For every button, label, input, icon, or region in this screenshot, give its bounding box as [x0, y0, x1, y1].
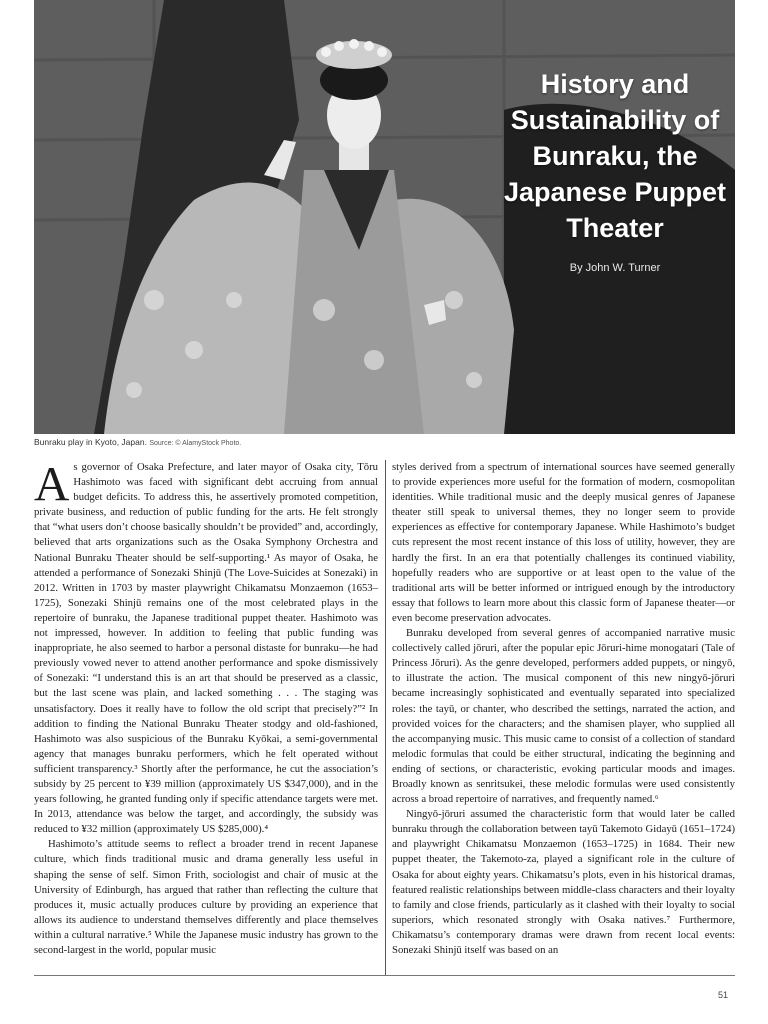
- caption-source: Source: © AlamyStock Photo.: [149, 440, 242, 447]
- paragraph: Ningyō-jōruri assumed the characteristic form that would later be called bunraku through the collaboration between tayū Takemoto Gidayū (1651–1724) and playwright Chikamatsu Monzaemon (1653–1725) in 1684. Their new puppet theater, the Takemoto-za, played a significant role in the culture of Osaka for about eighty years. Chikamatsu’s plots, even in his historical dramas, featured realistic relationships between middle-class characters and their loyalty to family and close friends, particularly as it clashed with their loyalty to social superiors, which resonated strongly with Osaka natives.⁷ Furthermore, Chikamatsu’s contemporary dramas were drawn from recent local events: Sonezaki Shinjū itself was based on an: [392, 808, 735, 956]
- paragraph: Hashimoto’s attitude seems to reflect a broader trend in recent Japanese culture, which finds traditional music and drama generally less useful in shaping the sense of self. Simon Frith, sociologist and chair of music at the University of Edinburgh, has argued that rather than reflecting the culture that produces it, music actually produces culture by providing an experience that allows its audience to understand themselves differently and place themselves within a cultural narrative.⁵ While the Japanese music industry has grown to the second-largest in the world, popular music: [34, 838, 378, 956]
- paragraph-text: s governor of Osaka Prefecture, and later mayor of Osaka city, Tōru Hashimoto was faced with significant debt accruing from annual budget deficits. To address this, he assertively promoted competition, private business, and reduction of public funding for the arts. He felt strongly that “what users don’t choose basically shouldn’t be provided” and, accordingly, believed that arts organizations such as the Osaka Symphony Orchestra and National Bunraku Theater should be self-supporting.¹ As mayor of Osaka, he attended a performance of Sonezaki Shinjū (The Love-Suicides at Sonezaki) in 2012. Written in 1703 by master playwright Chikamatsu Monzaemon (1653–1725), Sonezaki Shinjū remains one of the most celebrated plays in the repertoire of bunraku, the Japanese traditional puppet theater. Hashimoto was not impressed, however. In addition to feeling that public funding was inappropriate, he also seemed to harbor a personal distaste for bunraku—he had previously vowed never to attend another performance and spoke dismissively of Sonezaki: “I understand this is an art that should be preserved as a classic, but the last scene was plain, and lacked something . . . The staging was unsatisfactory. Does it really have to follow the old script that precisely?”² In addition to finding the National Bunraku Theater stodgy and old-fashioned, Hashimoto was also suspicious of the Bunraku Kyōkai, a semi-governmental agency that manages bunraku performers, which he felt operated without sufficient transparency.³ Shortly after the performance, he cut the association’s subsidy by 25 percent to ¥39 million (approximately US $347,000), and in the years following, he granted funding only if specific attendance targets were met. In 2013, attendance was below the target, and accordingly, the subsidy was reduced to ¥32 million (approximately US $285,000).⁴: [34, 461, 378, 836]
- caption-text: Bunraku play in Kyoto, Japan.: [34, 437, 147, 447]
- right-column: [392, 460, 735, 958]
- paragraph: [34, 456, 378, 837]
- byline: By John W. Turner: [569, 262, 661, 274]
- left-column: [34, 456, 378, 958]
- hero-photo: [34, 0, 735, 434]
- footer-rule: [34, 975, 735, 976]
- page-number: 51: [718, 990, 729, 1000]
- drop-cap: A: [34, 456, 70, 511]
- photo-caption: [34, 437, 734, 447]
- paragraph: Bunraku developed from several genres of accompanied narrative music collectively called jōruri, after the popular epic Jōruri-hime monogatari (Tale of Princess Jōruri). As the genre developed, performers added puppets, or ningyō, to illustrate the action. The musical component of this new ningyō-jōruri became increasingly sophisticated and eventually separated into specialized roles: the tayū, or chanter, who described the settings, narrated the action, and provided voices for the characters; and the shamisen player, who supplied all the accompanying music. This music came to consist of a collection of standard melodic formulas that could be either structural, indicating the beginning and ending of sections, or characteristic, evoking particular moods and images. Broadly known as senritsukei, these melodic formulas were used consistently across a broad repertoire of narratives, and frequently named.⁶: [392, 627, 735, 806]
- title-block: [470, 66, 735, 274]
- column-divider: [385, 460, 386, 975]
- paragraph: styles derived from a spectrum of international sources have seemed generally to provide experiences more useful for the formation of modern, cosmopolitan identities. While traditional music and the deeply musical genres of Japanese theater still speak to universal themes, they no longer seem to provide experiences as effective for contemporary Japanese. While Hashimoto’s budget cuts represent the most recent instance of this loss of utility, however, they are hardly the first. In an era that potentially challenges its continued viability, hopefully readers who are supportive or at least open to the value of the traditional arts will be better informed or intrigued enough by the introductory essay that follows to learn more about this classic form of Japanese theater—or even become preservation advocates.: [392, 461, 735, 624]
- article-title: History and Sustainability of Bunraku, the Japanese Puppet Theater: [503, 69, 727, 243]
